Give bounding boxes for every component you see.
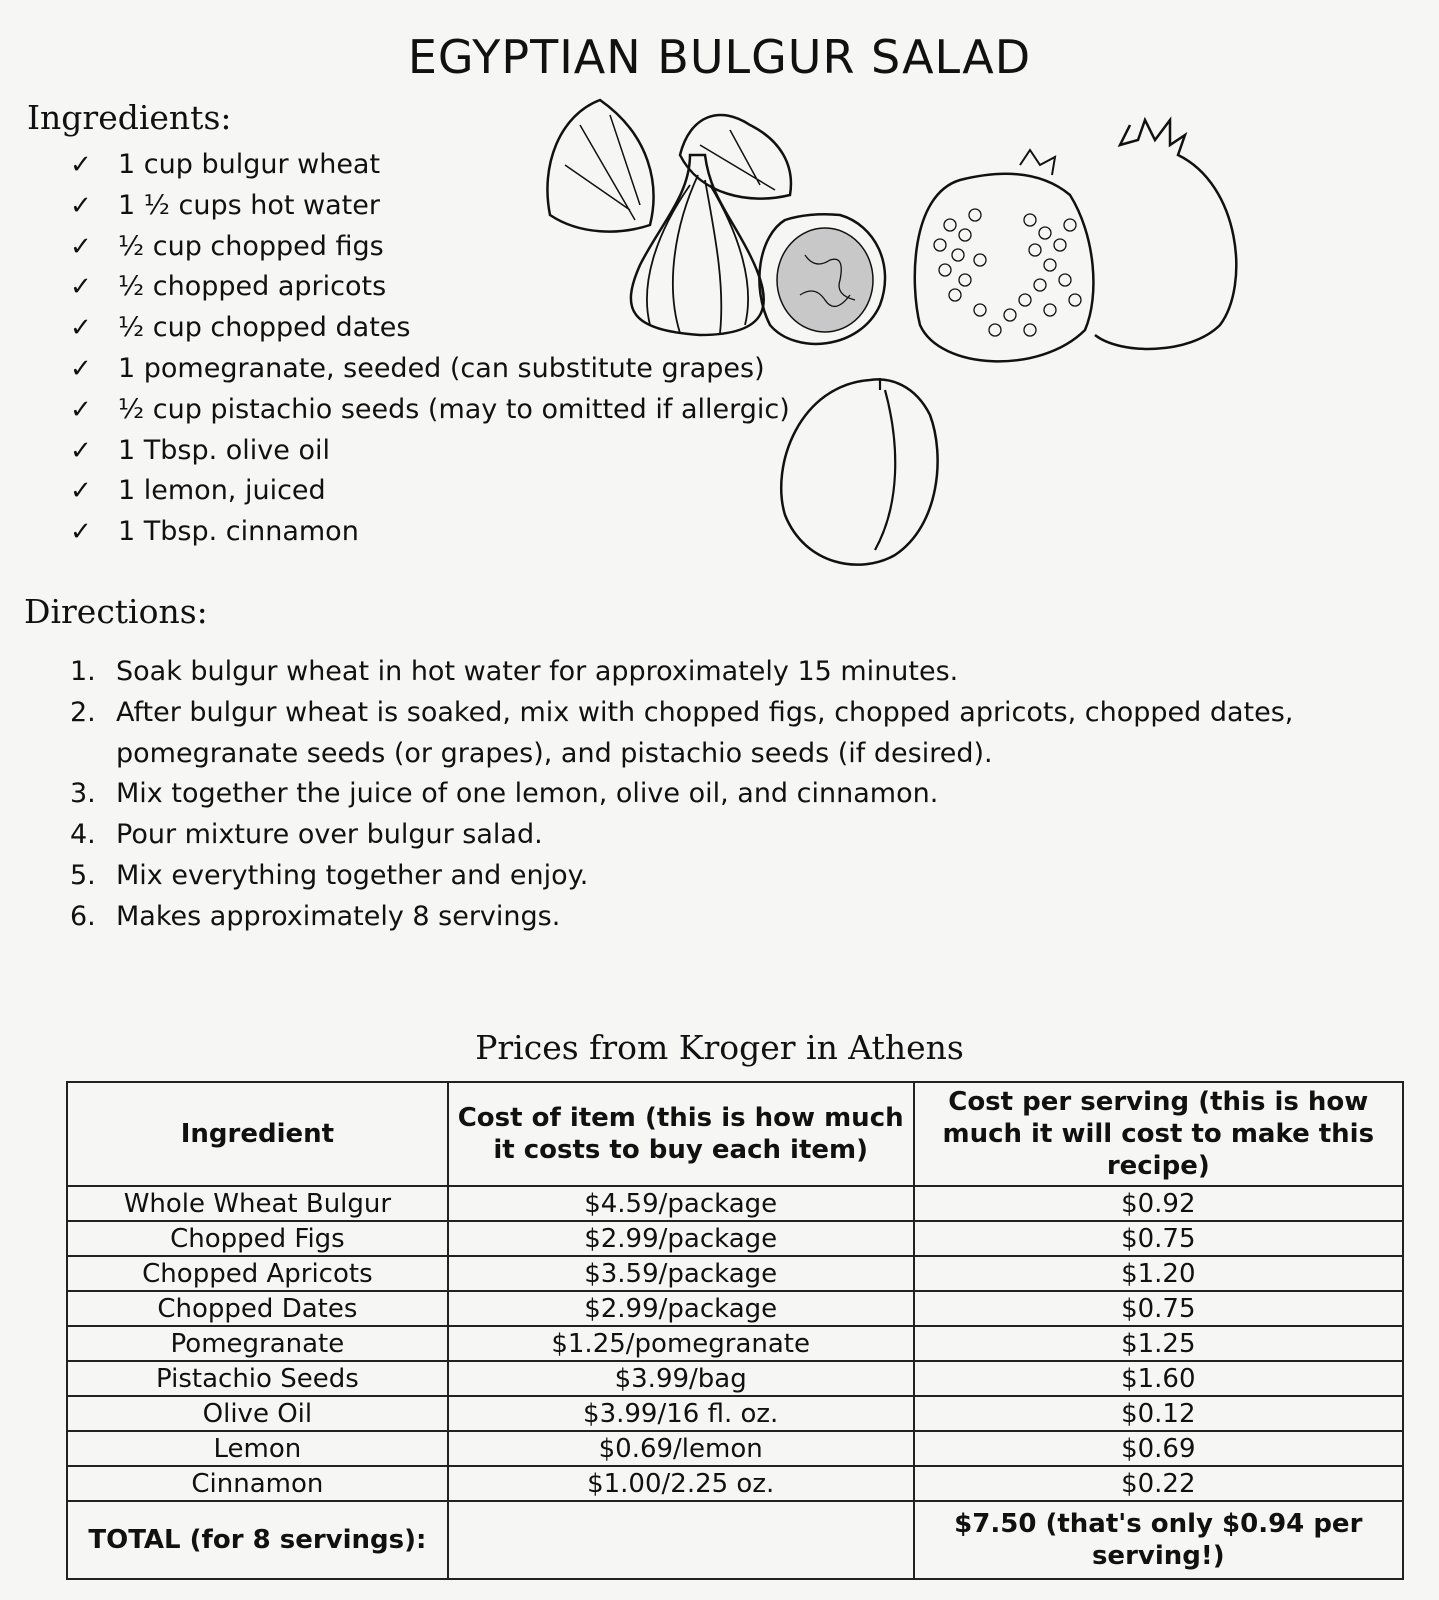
total-value: $7.50 (that's only $0.94 per serving!): [914, 1501, 1403, 1579]
cell-ingredient: Chopped Dates: [67, 1291, 448, 1326]
cell-ingredient: Lemon: [67, 1431, 448, 1466]
cell-ingredient: Olive Oil: [67, 1396, 448, 1431]
cell-cost: $2.99/package: [448, 1291, 914, 1326]
check-icon: ✓: [70, 353, 92, 384]
step-number: 4.: [70, 819, 96, 851]
ingredient-text: ½ chopped apricots: [118, 271, 387, 303]
cell-per-serving: $0.75: [914, 1221, 1403, 1256]
step-number: 6.: [70, 900, 96, 932]
ingredient-text: 1 lemon, juiced: [118, 475, 326, 507]
fig-leaf-icon: [680, 115, 791, 199]
step-text: Mix everything together and enjoy.: [116, 859, 589, 891]
list-item: [70, 856, 1316, 897]
page-title: EGYPTIAN BULGUR SALAD: [407, 30, 1032, 84]
table-row: [67, 1256, 1403, 1291]
ingredient-text: 1 pomegranate, seeded (can substitute grapes): [118, 352, 765, 384]
step-number: 3.: [70, 778, 96, 810]
header-cost-per-serving: Cost per serving (this is how much it will cost to make this recipe): [914, 1082, 1403, 1186]
ingredient-text: 1 ½ cups hot water: [118, 189, 380, 221]
check-icon: ✓: [70, 231, 92, 262]
list-item: [70, 815, 1316, 856]
directions-heading: Directions:: [24, 592, 208, 631]
cell-per-serving: $0.75: [914, 1291, 1403, 1326]
pomegranate-icon: [915, 174, 1094, 362]
step-number: 1.: [70, 656, 96, 687]
table-row: [67, 1466, 1403, 1501]
check-icon: ✓: [70, 476, 92, 507]
total-empty-cell: [448, 1501, 914, 1579]
step-text: After bulgur wheat is soaked, mix with chopped figs, chopped apricots, chopped dates, pomegranate seeds (or grapes), and pistachio seeds (if desired).: [116, 696, 1294, 769]
check-icon: ✓: [70, 190, 92, 221]
check-icon: ✓: [70, 517, 92, 548]
fruit-illustration: [540, 85, 1280, 595]
step-text: Pour mixture over bulgur salad.: [116, 819, 543, 851]
cell-per-serving: $0.22: [914, 1466, 1403, 1501]
step-number: 5.: [70, 859, 96, 891]
cell-cost: $3.99/16 fl. oz.: [448, 1396, 914, 1431]
list-item: [70, 897, 1316, 938]
cell-per-serving: $1.60: [914, 1361, 1403, 1396]
fig-icon: [631, 155, 764, 335]
step-text: Mix together the juice of one lemon, olive oil, and cinnamon.: [116, 778, 939, 810]
total-label: TOTAL (for 8 servings):: [67, 1501, 448, 1579]
table-row: [67, 1326, 1403, 1361]
check-icon: ✓: [70, 435, 92, 466]
table-row: [67, 1361, 1403, 1396]
cell-cost: $3.59/package: [448, 1256, 914, 1291]
cell-cost: $0.69/lemon: [448, 1431, 914, 1466]
cell-ingredient: Pistachio Seeds: [67, 1361, 448, 1396]
list-item: [70, 652, 1316, 693]
step-number: 2.: [70, 696, 96, 728]
cell-cost: $1.00/2.25 oz.: [448, 1466, 914, 1501]
apricot-icon: [781, 379, 937, 564]
cell-ingredient: Chopped Apricots: [67, 1256, 448, 1291]
cell-ingredient: Cinnamon: [67, 1466, 448, 1501]
ingredient-text: ½ cup pistachio seeds (may to omitted if allergic): [118, 393, 790, 425]
check-icon: ✓: [70, 394, 92, 425]
prices-table: [66, 1081, 1404, 1580]
table-header-row: [67, 1082, 1403, 1186]
prices-title: Prices from Kroger in Athens: [475, 1028, 964, 1067]
ingredient-text: 1 Tbsp. cinnamon: [118, 516, 359, 548]
ingredient-text: ½ cup chopped figs: [118, 230, 384, 262]
cell-per-serving: $0.69: [914, 1431, 1403, 1466]
ingredient-text: ½ cup chopped dates: [118, 312, 411, 344]
ingredients-heading: Ingredients:: [27, 98, 232, 137]
fig-leaf-icon: [547, 100, 653, 232]
table-row: [67, 1431, 1403, 1466]
table-row: [67, 1291, 1403, 1326]
cell-per-serving: $1.25: [914, 1326, 1403, 1361]
table-row: [67, 1186, 1403, 1221]
pomegranate-seeds: [934, 209, 1081, 336]
cell-ingredient: Chopped Figs: [67, 1221, 448, 1256]
step-text: Soak bulgur wheat in hot water for approximately 15 minutes.: [116, 656, 959, 687]
header-ingredient: Ingredient: [67, 1082, 448, 1186]
cell-cost: $1.25/pomegranate: [448, 1326, 914, 1361]
cell-ingredient: Whole Wheat Bulgur: [67, 1186, 448, 1221]
header-cost-of-item: Cost of item (this is how much it costs to buy each item): [448, 1082, 914, 1186]
table-row: [67, 1396, 1403, 1431]
cell-per-serving: $0.92: [914, 1186, 1403, 1221]
table-row: [67, 1221, 1403, 1256]
list-item: [70, 693, 1316, 775]
cell-ingredient: Pomegranate: [67, 1326, 448, 1361]
check-icon: ✓: [70, 150, 92, 180]
ingredient-text: 1 cup bulgur wheat: [118, 149, 381, 180]
cell-cost: $2.99/package: [448, 1221, 914, 1256]
check-icon: ✓: [70, 313, 92, 344]
check-icon: ✓: [70, 272, 92, 303]
cell-per-serving: $0.12: [914, 1396, 1403, 1431]
total-row: [67, 1501, 1403, 1579]
ingredient-text: 1 Tbsp. olive oil: [118, 434, 330, 466]
cell-cost: $4.59/package: [448, 1186, 914, 1221]
cell-per-serving: $1.20: [914, 1256, 1403, 1291]
step-text: Makes approximately 8 servings.: [116, 900, 561, 932]
list-item: [70, 774, 1316, 815]
directions-list: [70, 652, 1316, 938]
cell-cost: $3.99/bag: [448, 1361, 914, 1396]
